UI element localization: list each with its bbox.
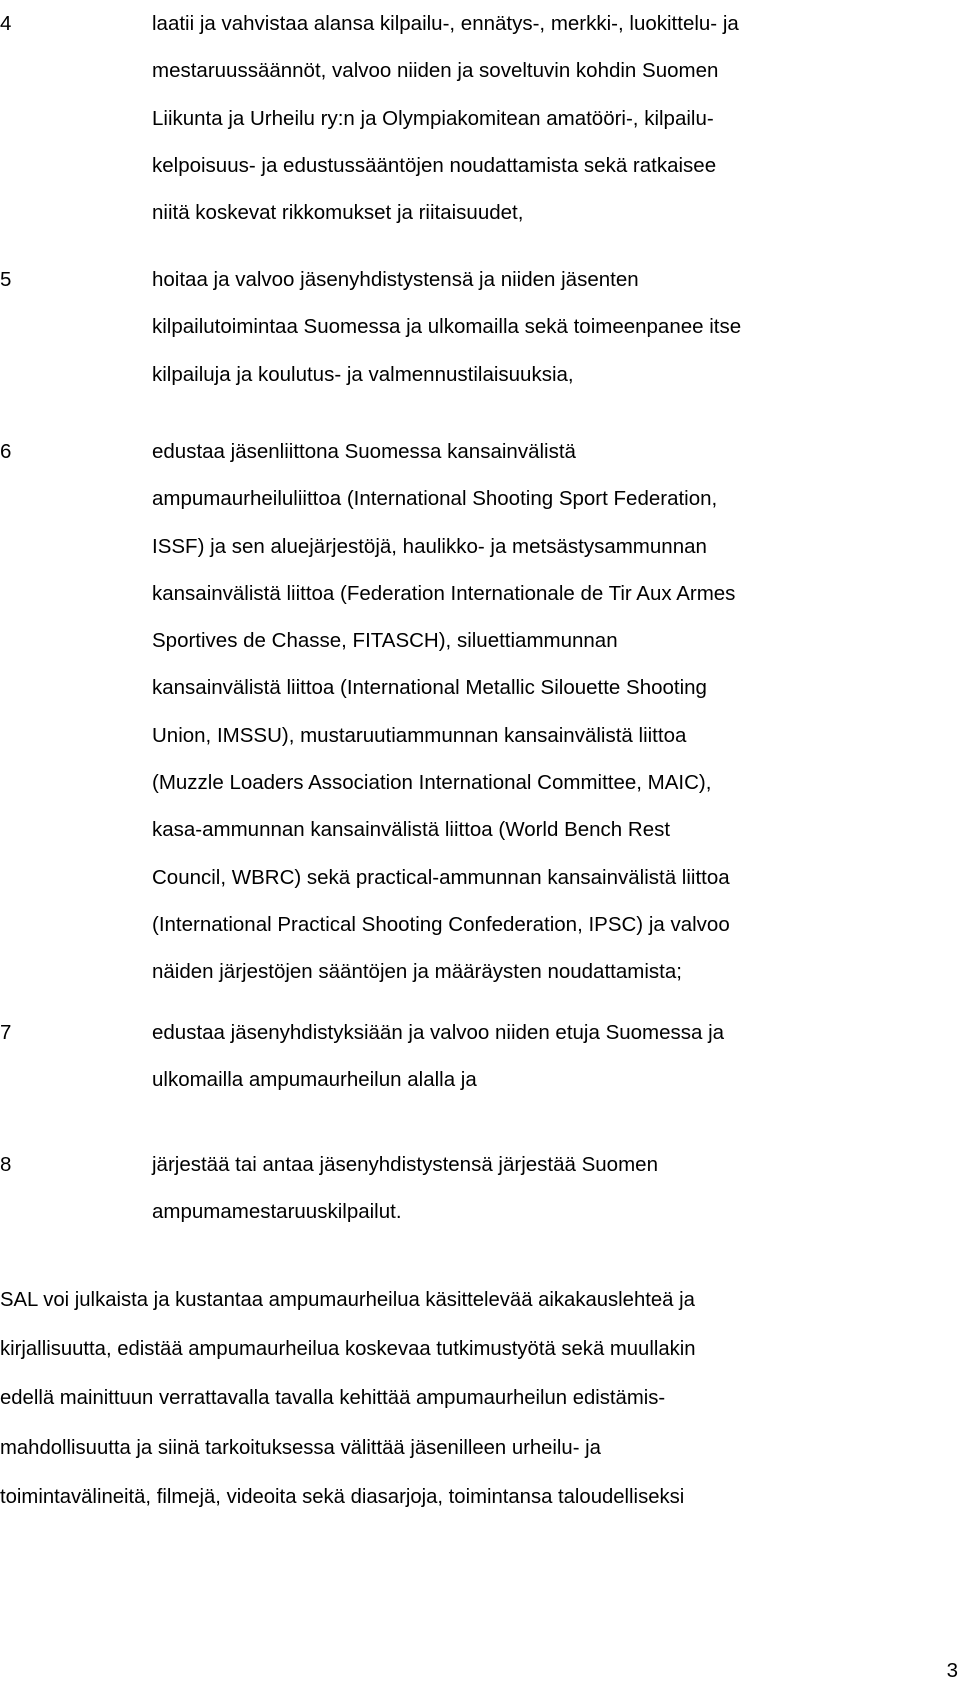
item-text xyxy=(152,256,952,398)
text-line: näiden järjestöjen sääntöjen ja määräysten noudattamista; xyxy=(152,960,682,984)
text-line: ampumamestaruuskilpailut. xyxy=(152,1200,402,1224)
item-text xyxy=(152,428,952,996)
text-line: kansainvälistä liittoa (Federation Internationale de Tir Aux Armes xyxy=(152,581,736,605)
text-line: Liikunta ja Urheilu ry:n ja Olympiakomitean amatööri-, kilpailu- xyxy=(152,106,714,130)
text-line: laatii ja vahvistaa alansa kilpailu-, ennätys-, merkki-, luokittelu- ja xyxy=(152,12,739,35)
text-line: edellä mainittuun verrattavalla tavalla kehittää ampumaurheilun edistämis- xyxy=(0,1387,666,1410)
body-paragraph xyxy=(0,1276,960,1522)
text-line: järjestää tai antaa jäsenyhdistystensä järjestää Suomen xyxy=(152,1153,658,1176)
text-line: (International Practical Shooting Confederation, IPSC) ja valvoo xyxy=(152,912,730,936)
text-line: mahdollisuutta ja siinä tarkoituksessa välittää jäsenilleen urheilu- ja xyxy=(0,1436,601,1459)
text-line: kilpailutoimintaa Suomessa ja ulkomailla sekä toimeenpanee itse xyxy=(152,315,742,339)
text-line: niitä koskevat rikkomukset ja riitaisuudet, xyxy=(152,201,524,225)
text-line: kirjallisuutta, edistää ampumaurheilua koskevaa tutkimustyötä sekä muullakin xyxy=(0,1338,696,1361)
text-line: edustaa jäsenyhdistyksiään ja valvoo niiden etuja Suomessa ja xyxy=(152,1021,725,1044)
text-line: Sportives de Chasse, FITASCH), siluettiammunnan xyxy=(152,629,618,653)
item-number: 6 xyxy=(0,440,12,463)
text-line: (Muzzle Loaders Association International Committee, MAIC), xyxy=(152,771,712,795)
text-line: kasa-ammunnan kansainvälistä liittoa (World Bench Rest xyxy=(152,818,671,842)
text-line: Union, IMSSU), mustaruutiammunnan kansainvälistä liittoa xyxy=(152,723,687,747)
item-text xyxy=(152,1009,952,1104)
text-line: kilpailuja ja koulutus- ja valmennustilaisuuksia, xyxy=(152,362,574,386)
page-number: 3 xyxy=(946,1659,958,1682)
text-line: ulkomailla ampumaurheilun alalla ja xyxy=(152,1068,477,1092)
item-number: 7 xyxy=(0,1021,12,1044)
text-line: Council, WBRC) sekä practical-ammunnan kansainvälistä liittoa xyxy=(152,865,730,889)
item-number: 8 xyxy=(0,1153,12,1176)
item-text xyxy=(152,0,952,236)
text-line: ampumaurheiluliittoa (International Shooting Sport Federation, xyxy=(152,487,718,511)
text-line: kansainvälistä liittoa (International Metallic Silouette Shooting xyxy=(152,676,707,700)
text-line: hoitaa ja valvoo jäsenyhdistystensä ja niiden jäsenten xyxy=(152,268,639,291)
text-line: toimintavälineitä, filmejä, videoita sekä diasarjoja, toimintansa taloudelliseksi xyxy=(0,1485,685,1508)
text-line: SAL voi julkaista ja kustantaa ampumaurheilua käsittelevää aikakauslehteä ja xyxy=(0,1289,695,1311)
item-text xyxy=(152,1141,952,1236)
text-line: mestaruussäännöt, valvoo niiden ja soveltuvin kohdin Suomen xyxy=(152,59,719,83)
item-number: 5 xyxy=(0,268,12,291)
item-number: 4 xyxy=(0,12,12,35)
text-line: ISSF) ja sen aluejärjestöjä, haulikko- ja metsästysammunnan xyxy=(152,534,707,558)
text-line: edustaa jäsenliittona Suomessa kansainvälistä xyxy=(152,440,576,463)
text-line: kelpoisuus- ja edustussääntöjen noudattamista sekä ratkaisee xyxy=(152,153,717,177)
